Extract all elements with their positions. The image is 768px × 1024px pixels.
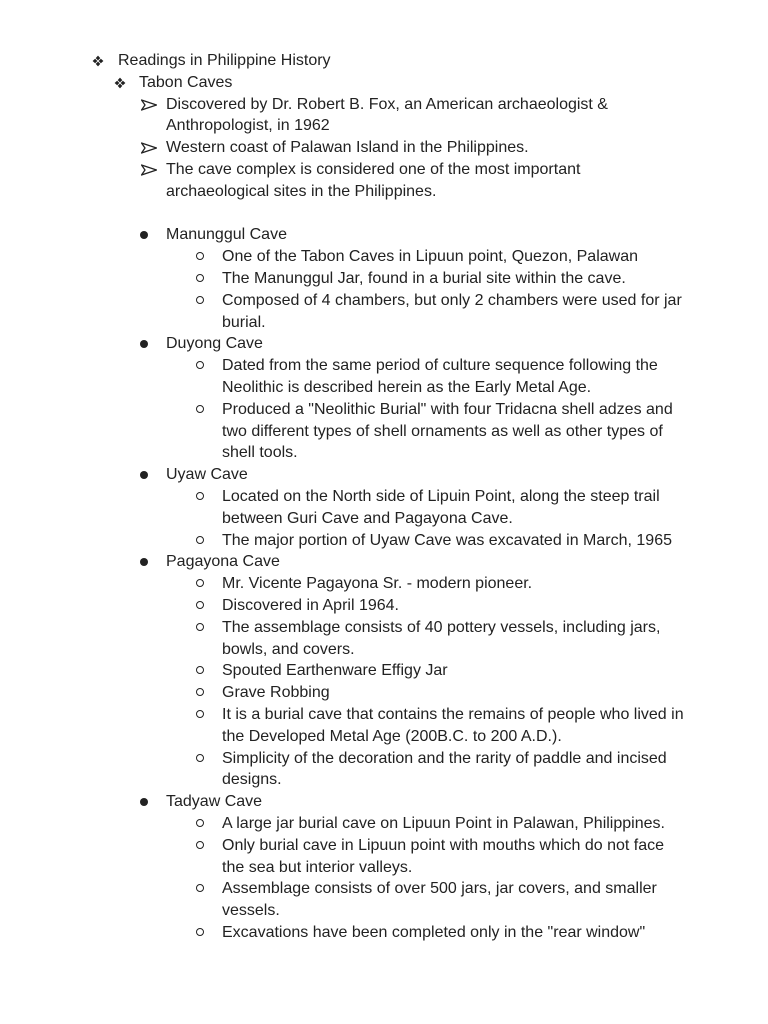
cave-detail: [0, 682, 768, 704]
arrow-bullet-icon: [141, 164, 157, 176]
line-text: Assemblage consists of over 500 jars, jar covers, and smaller: [222, 880, 657, 898]
hollow-bullet-icon: [196, 274, 204, 282]
hollow-bullet-icon: [196, 601, 204, 609]
line-text: Produced a "Neolithic Burial" with four Tridacna shell adzes and: [222, 400, 673, 418]
cave-detail: [0, 268, 768, 290]
tabon-point: [0, 159, 768, 203]
filled-bullet-icon: [140, 798, 148, 806]
hollow-bullet-icon: [196, 928, 204, 936]
cave-detail: [0, 617, 768, 661]
line-text: Grave Robbing: [222, 684, 330, 702]
cave-detail: [0, 704, 768, 748]
line-text: designs.: [222, 771, 282, 789]
tabon-point: [0, 137, 768, 159]
hollow-bullet-icon: [196, 361, 204, 369]
line-text: Only burial cave in Lipuun point with mouths which do not face: [222, 836, 665, 854]
hollow-bullet-icon: [196, 884, 204, 892]
hollow-bullet-icon: [196, 405, 204, 413]
cave-detail: [0, 835, 768, 879]
cave-detail: [0, 878, 768, 922]
line-text: Located on the North side of Lipuin Point, along the steep trail: [222, 488, 660, 505]
filled-bullet-icon: [140, 471, 148, 479]
cave-heading: [0, 791, 768, 813]
hollow-bullet-icon: [196, 536, 204, 544]
line-text: Discovered in April 1964.: [222, 597, 399, 614]
cave-heading: [0, 224, 768, 246]
line-text: The Manunggul Jar, found in a burial site within the cave.: [222, 270, 626, 287]
heading-subtitle-row: [0, 72, 768, 94]
line-text: Simplicity of the decoration and the rarity of paddle and incised: [222, 749, 667, 767]
cave-detail: [0, 530, 768, 552]
line-text: bowls, and covers.: [222, 640, 355, 658]
filled-bullet-icon: [140, 340, 148, 348]
line-text: the sea but interior valleys.: [222, 858, 413, 876]
heading-subtitle: Tabon Caves: [139, 73, 233, 91]
line-text: Mr. Vicente Pagayona Sr. - modern pioneer.: [222, 575, 533, 593]
cave-detail: [0, 486, 768, 530]
hollow-bullet-icon: [196, 710, 204, 718]
hollow-bullet-icon: [196, 296, 204, 304]
hollow-bullet-icon: [196, 666, 204, 674]
line-text: two different types of shell ornaments as well as other types of: [222, 422, 663, 440]
cave-name: Manunggul Cave: [166, 226, 287, 244]
line-text: One of the Tabon Caves in Lipuun point, Quezon, Palawan: [222, 248, 638, 266]
hollow-bullet-icon: [196, 579, 204, 587]
line-text: Dated from the same period of culture sequence following the: [222, 357, 658, 375]
hollow-bullet-icon: [196, 688, 204, 696]
cave-detail: [0, 399, 768, 464]
line-text: vessels.: [222, 902, 280, 920]
arrow-bullet-icon: [141, 99, 157, 111]
line-text: Western coast of Palawan Island in the Philippines.: [166, 139, 529, 157]
cave-heading: [0, 551, 768, 573]
cave-name: Tadyaw Cave: [166, 793, 263, 811]
cave-name: Pagayona Cave: [166, 553, 280, 571]
line-text: archaeological sites in the Philippines.: [166, 182, 437, 200]
hollow-bullet-icon: [196, 841, 204, 849]
tabon-point: [0, 94, 768, 138]
line-text: A large jar burial cave on Lipuun Point in Palawan, Philippines.: [222, 815, 665, 832]
line-text: The major portion of Uyaw Cave was excavated in March, 1965: [222, 531, 672, 549]
line-text: The assemblage consists of 40 pottery vessels, including jars,: [222, 618, 661, 636]
line-text: Excavations have been completed only in the "rear window": [222, 924, 646, 941]
heading-title: Readings in Philippine History: [118, 52, 331, 69]
line-text: It is a burial cave that contains the remains of people who lived in: [222, 706, 684, 723]
hollow-bullet-icon: [196, 754, 204, 762]
cave-name: Duyong Cave: [166, 335, 263, 353]
hollow-bullet-icon: [196, 492, 204, 500]
cave-detail: [0, 355, 768, 399]
line-text: between Guri Cave and Pagayona Cave.: [222, 509, 513, 527]
hollow-bullet-icon: [196, 819, 204, 827]
filled-bullet-icon: [140, 558, 148, 566]
diamond-bullet-icon: [92, 55, 104, 67]
diamond-bullet-icon: [114, 77, 126, 89]
line-text: Discovered by Dr. Robert B. Fox, an American archaeologist &: [166, 95, 608, 113]
cave-detail: [0, 660, 768, 682]
cave-detail: [0, 748, 768, 792]
cave-detail: [0, 573, 768, 595]
line-text: The cave complex is considered one of the most important: [166, 161, 581, 178]
filled-bullet-icon: [140, 231, 148, 239]
cave-detail: [0, 922, 768, 944]
cave-detail: [0, 246, 768, 268]
cave-heading: [0, 464, 768, 486]
arrow-bullet-icon: [141, 142, 157, 154]
heading-title-row: [0, 50, 768, 72]
line-text: Neolithic is described herein as the Early Metal Age.: [222, 378, 592, 396]
cave-detail: [0, 813, 768, 835]
cave-detail: [0, 290, 768, 334]
line-text: Anthropologist, in 1962: [166, 117, 330, 135]
line-text: shell tools.: [222, 444, 298, 462]
cave-name: Uyaw Cave: [166, 466, 248, 484]
hollow-bullet-icon: [196, 252, 204, 260]
line-text: the Developed Metal Age (200B.C. to 200 A.D.).: [222, 727, 562, 745]
cave-heading: [0, 333, 768, 355]
hollow-bullet-icon: [196, 623, 204, 631]
line-text: burial.: [222, 313, 266, 331]
line-text: Spouted Earthenware Effigy Jar: [222, 662, 448, 680]
cave-detail: [0, 595, 768, 617]
line-text: Composed of 4 chambers, but only 2 chambers were used for jar: [222, 291, 682, 309]
